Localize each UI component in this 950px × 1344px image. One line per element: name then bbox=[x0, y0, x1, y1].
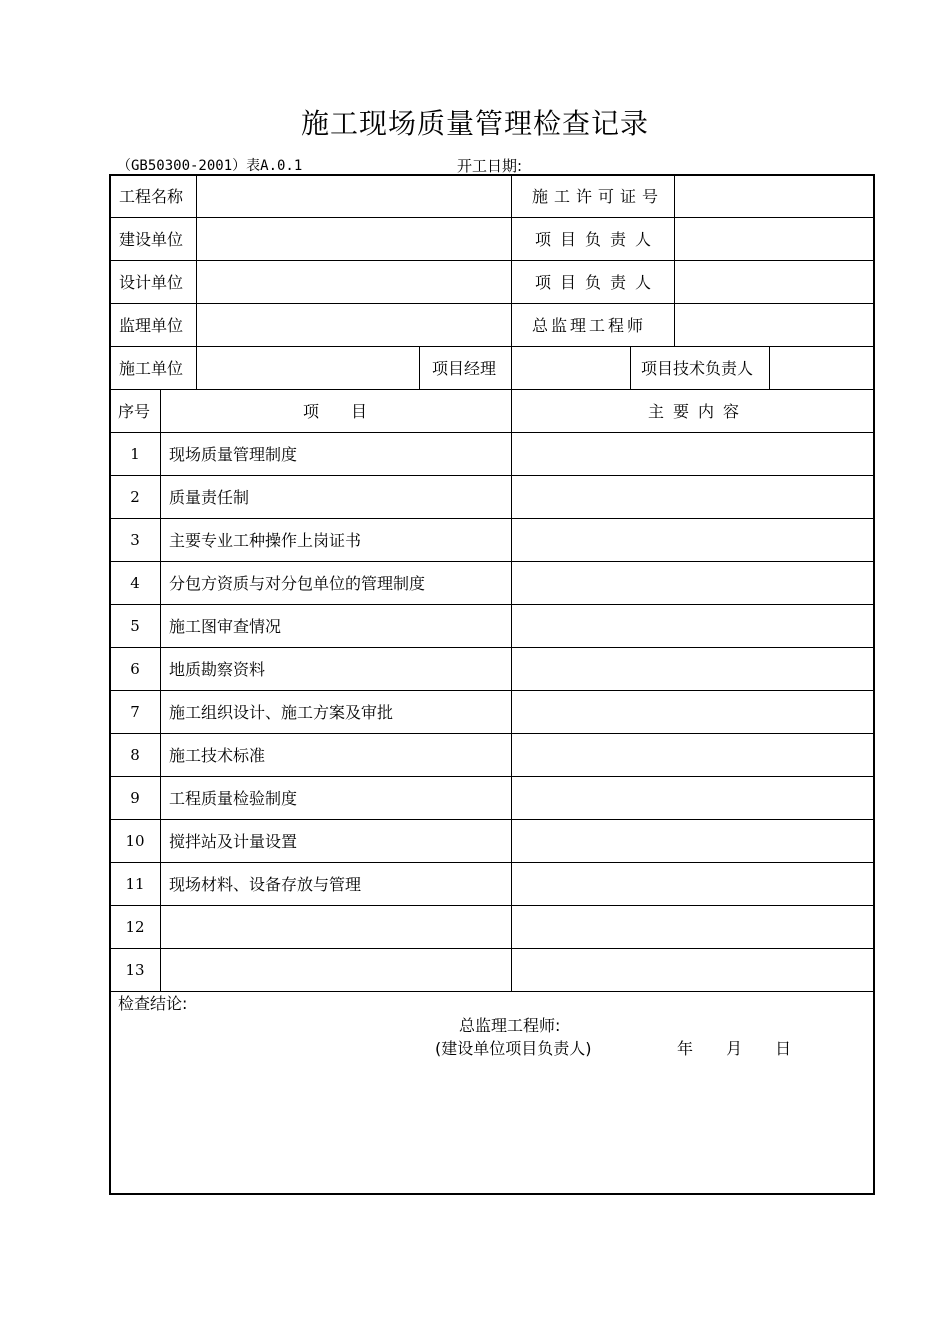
row-divider bbox=[110, 733, 875, 734]
construction-permit-label: 施工许可证号 bbox=[532, 187, 665, 206]
row-number: 13 bbox=[125, 961, 145, 979]
row-divider bbox=[110, 776, 875, 777]
row-item: 分包方资质与对分包单位的管理制度 bbox=[169, 574, 426, 593]
row-number: 4 bbox=[130, 574, 140, 592]
project-manager-field[interactable] bbox=[513, 348, 629, 388]
content-header: 主要内容 bbox=[648, 402, 749, 421]
row-number: 7 bbox=[130, 703, 140, 721]
row-item: 搅拌站及计量设置 bbox=[169, 832, 298, 851]
project-name-field[interactable] bbox=[198, 176, 510, 216]
row-item-field[interactable] bbox=[162, 907, 510, 947]
row-divider bbox=[110, 690, 875, 691]
col-divider bbox=[511, 346, 512, 389]
row-number: 1 bbox=[130, 445, 140, 463]
row-item: 现场质量管理制度 bbox=[169, 445, 298, 464]
row-divider bbox=[110, 260, 875, 261]
row-item: 工程质量检验制度 bbox=[169, 789, 298, 808]
chief-supervisor-signature-label: 总监理工程师: bbox=[459, 1016, 561, 1035]
col-divider bbox=[630, 346, 631, 389]
row-content-field[interactable] bbox=[513, 907, 874, 947]
project-name-label: 工程名称 bbox=[119, 187, 184, 206]
row-divider bbox=[110, 604, 875, 605]
construction-unit-field[interactable] bbox=[198, 348, 418, 388]
row-number: 10 bbox=[125, 832, 145, 850]
row-number: 11 bbox=[125, 875, 145, 893]
row-content-field[interactable] bbox=[513, 821, 874, 861]
row-content-field[interactable] bbox=[513, 606, 874, 646]
row-number: 5 bbox=[130, 617, 140, 635]
col-divider bbox=[769, 346, 770, 389]
row-item: 质量责任制 bbox=[169, 488, 250, 507]
conclusion-label: 检查结论: bbox=[118, 994, 188, 1013]
chief-supervisor-label: 总监理工程师 bbox=[532, 316, 647, 335]
developer-leader-field[interactable] bbox=[676, 219, 874, 259]
row-content-field[interactable] bbox=[513, 649, 874, 689]
row-item: 现场材料、设备存放与管理 bbox=[169, 875, 362, 894]
row-number: 3 bbox=[130, 531, 140, 549]
row-content-field[interactable] bbox=[513, 434, 874, 474]
start-date-label: 开工日期: bbox=[457, 157, 523, 175]
row-item-field[interactable] bbox=[162, 950, 510, 990]
row-divider bbox=[110, 991, 875, 992]
row-divider bbox=[110, 561, 875, 562]
row-divider bbox=[110, 948, 875, 949]
row-number: 6 bbox=[130, 660, 140, 678]
row-number: 2 bbox=[130, 488, 140, 506]
row-number: 8 bbox=[130, 746, 140, 764]
row-divider bbox=[110, 346, 875, 347]
project-manager-label: 项目经理 bbox=[432, 359, 497, 378]
col-divider bbox=[196, 175, 197, 389]
project-leader-label: 项目负责人 bbox=[535, 230, 661, 249]
col-divider bbox=[419, 346, 420, 389]
row-divider bbox=[110, 303, 875, 304]
row-item: 施工图审查情况 bbox=[169, 617, 282, 636]
row-content-field[interactable] bbox=[513, 692, 874, 732]
signature-date-label: 年 月 日 bbox=[677, 1039, 796, 1058]
row-divider bbox=[110, 389, 875, 390]
supervision-unit-field[interactable] bbox=[198, 305, 510, 345]
design-unit-label: 设计单位 bbox=[119, 273, 184, 292]
row-divider bbox=[110, 475, 875, 476]
row-item: 主要专业工种操作上岗证书 bbox=[169, 531, 362, 550]
col-divider bbox=[160, 389, 161, 991]
design-leader-field[interactable] bbox=[676, 262, 874, 302]
col-divider bbox=[674, 175, 675, 346]
conclusion-field[interactable] bbox=[112, 1060, 874, 1192]
developer-unit-field[interactable] bbox=[198, 219, 510, 259]
row-divider bbox=[110, 647, 875, 648]
row-divider bbox=[110, 862, 875, 863]
col-divider bbox=[511, 389, 512, 991]
design-leader-label: 项目负责人 bbox=[535, 273, 661, 292]
seq-header: 序号 bbox=[118, 402, 151, 421]
item-header: 项 目 bbox=[303, 402, 368, 421]
row-divider bbox=[110, 905, 875, 906]
developer-leader-signature-label: (建设单位项目负责人) bbox=[435, 1039, 592, 1058]
col-divider bbox=[511, 175, 512, 346]
row-item: 地质勘察资料 bbox=[169, 660, 266, 679]
technical-leader-field[interactable] bbox=[771, 348, 874, 388]
row-content-field[interactable] bbox=[513, 477, 874, 517]
row-number: 9 bbox=[130, 789, 140, 807]
row-number: 12 bbox=[125, 918, 145, 936]
standard-code: （GB50300-2001）表A.0.1 bbox=[117, 158, 303, 174]
row-divider bbox=[110, 432, 875, 433]
construction-permit-field[interactable] bbox=[676, 176, 874, 216]
row-item: 施工组织设计、施工方案及审批 bbox=[169, 703, 394, 722]
chief-supervisor-field[interactable] bbox=[676, 305, 874, 345]
row-content-field[interactable] bbox=[513, 520, 874, 560]
row-content-field[interactable] bbox=[513, 950, 874, 990]
supervision-unit-label: 监理单位 bbox=[119, 316, 184, 335]
design-unit-field[interactable] bbox=[198, 262, 510, 302]
construction-unit-label: 施工单位 bbox=[119, 359, 184, 378]
page-title: 施工现场质量管理检查记录 bbox=[300, 107, 649, 140]
row-content-field[interactable] bbox=[513, 778, 874, 818]
row-content-field[interactable] bbox=[513, 563, 874, 603]
row-divider bbox=[110, 217, 875, 218]
row-divider bbox=[110, 819, 875, 820]
developer-unit-label: 建设单位 bbox=[119, 230, 184, 249]
row-item: 施工技术标准 bbox=[169, 746, 266, 765]
row-content-field[interactable] bbox=[513, 735, 874, 775]
row-content-field[interactable] bbox=[513, 864, 874, 904]
row-divider bbox=[110, 518, 875, 519]
technical-leader-label: 项目技术负责人 bbox=[641, 359, 754, 378]
